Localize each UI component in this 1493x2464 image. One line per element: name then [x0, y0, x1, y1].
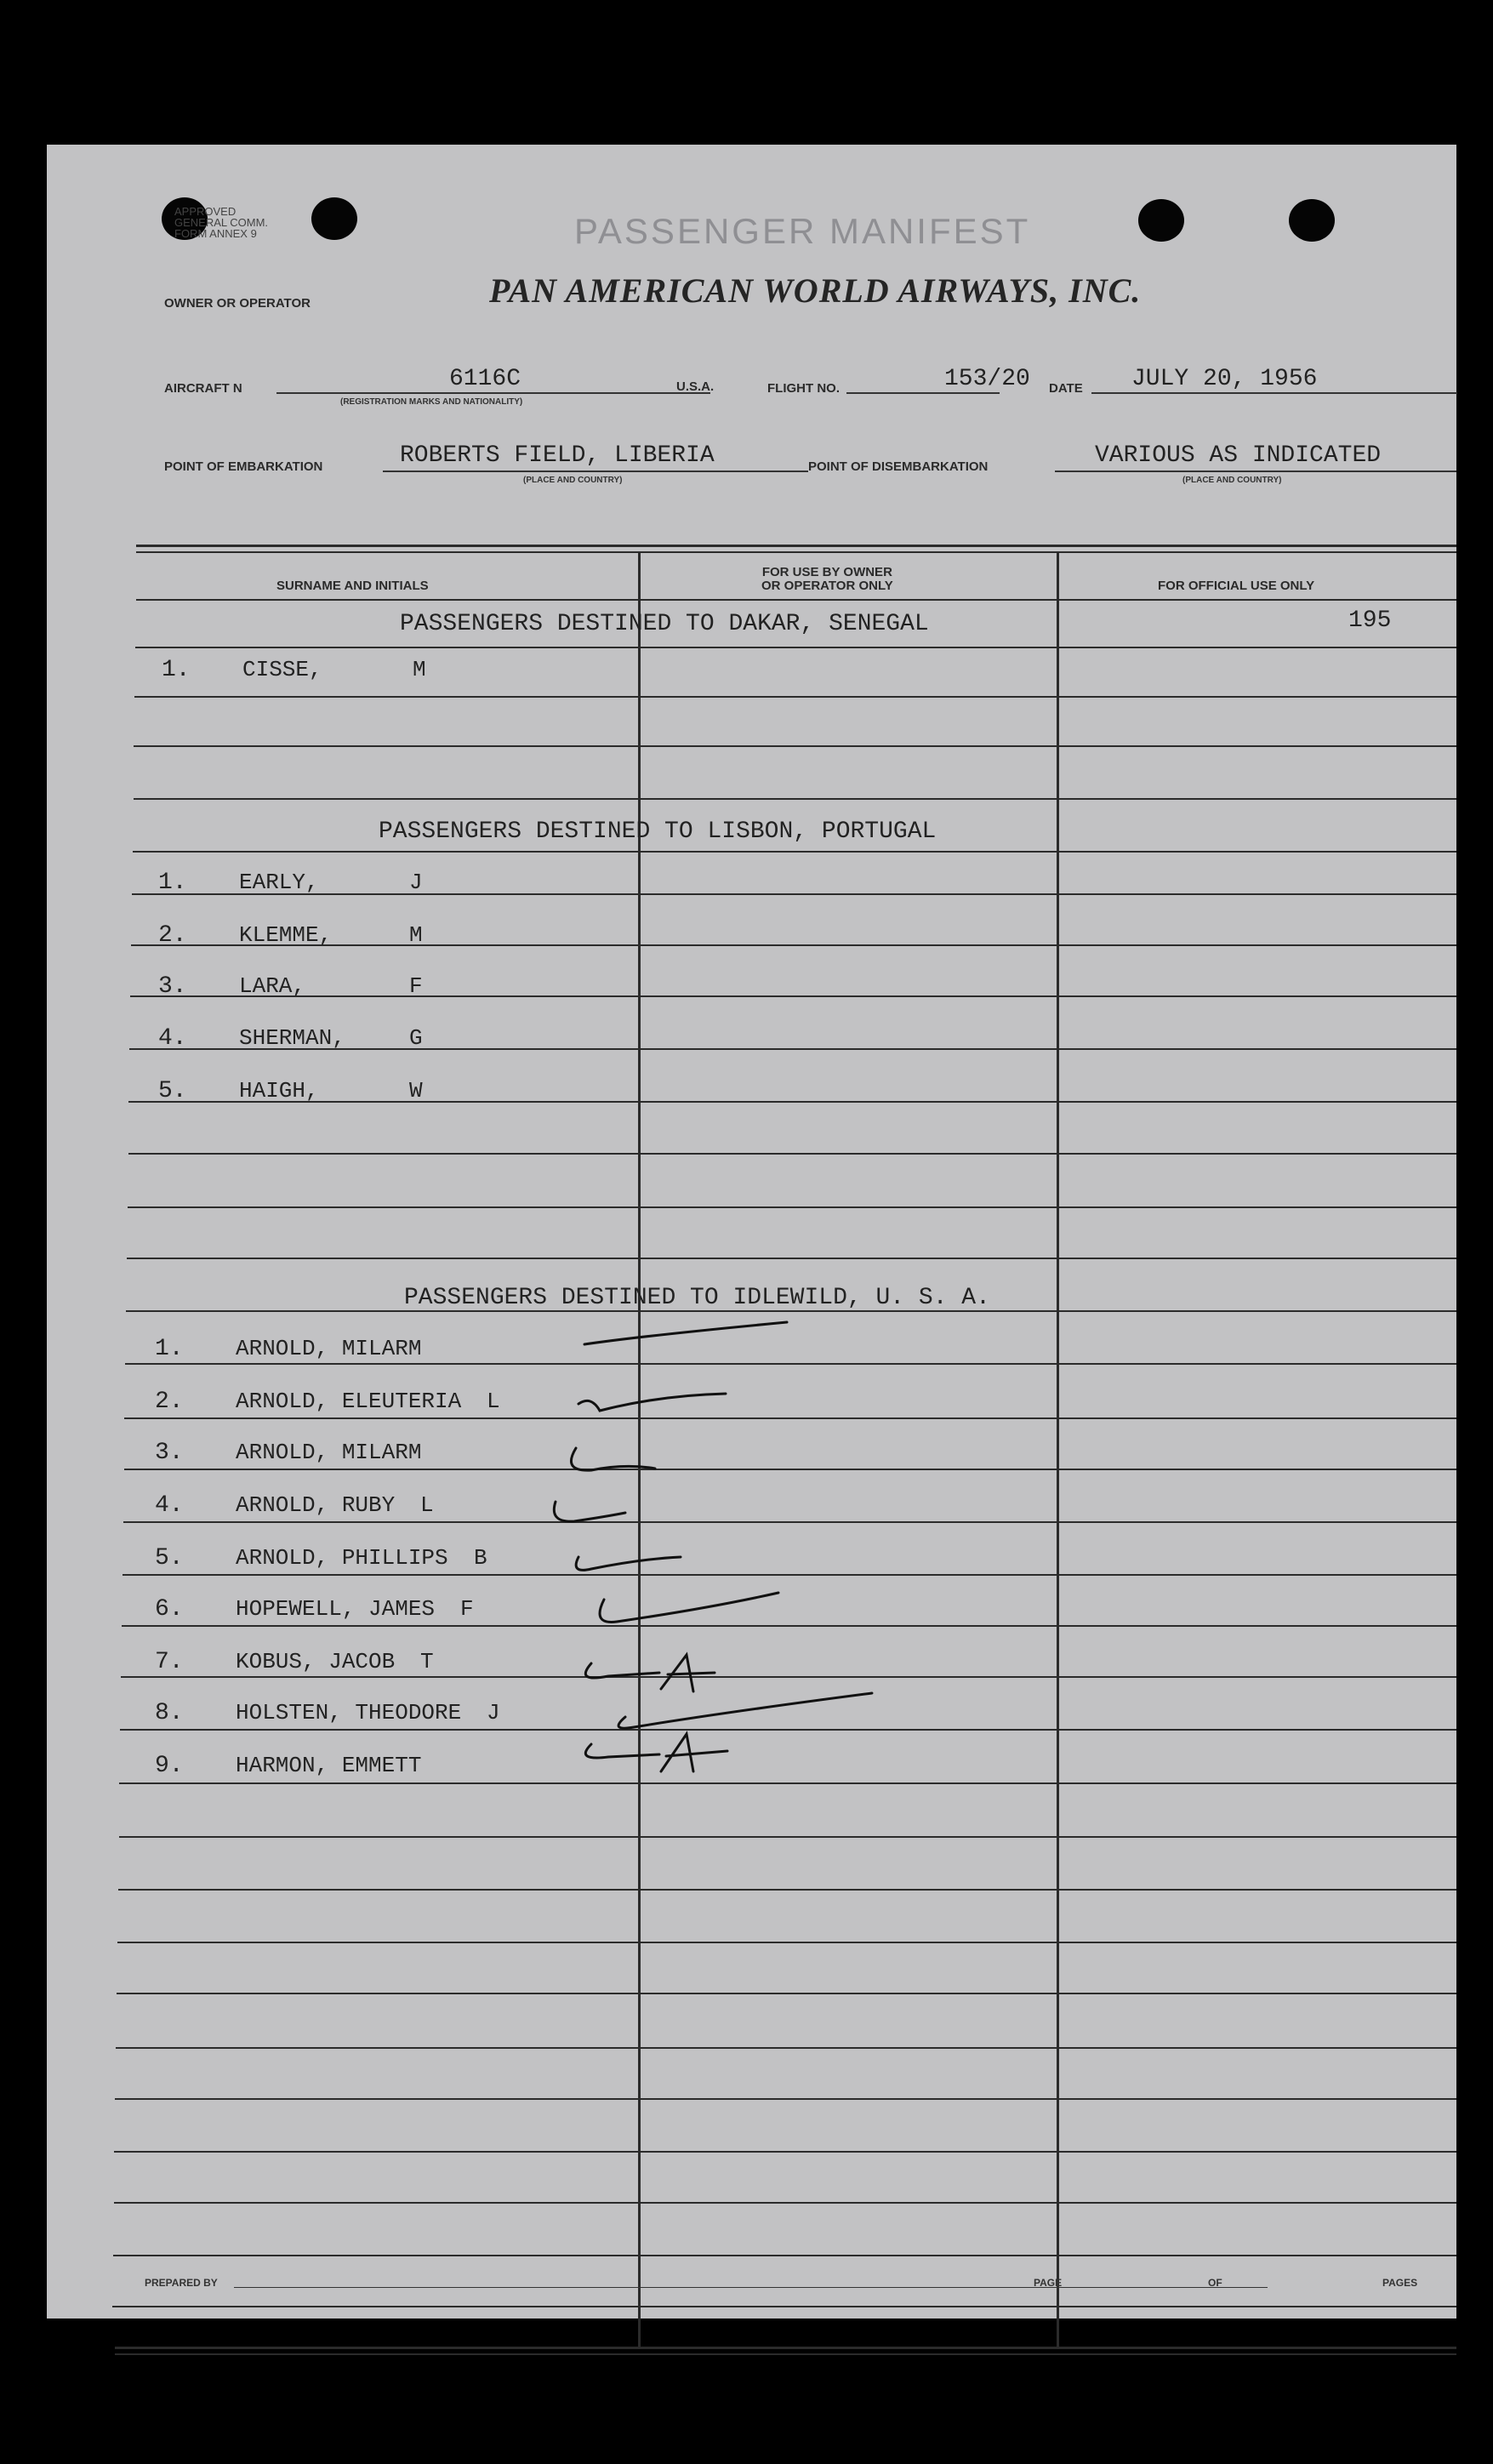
passenger-initial: F — [460, 1596, 474, 1622]
passenger-number: 2. — [158, 922, 187, 949]
passenger-number: 1. — [155, 1336, 184, 1362]
embark-caption: (PLACE AND COUNTRY) — [523, 476, 623, 485]
section-heading: PASSENGERS DESTINED TO LISBON, PORTUGAL — [379, 818, 937, 845]
passenger-name: CISSE, — [242, 657, 322, 682]
check-mark — [576, 1557, 681, 1570]
passenger-name: ARNOLD, MILARM — [236, 1336, 422, 1361]
check-mark — [585, 1744, 659, 1758]
passenger-number: 6. — [155, 1596, 184, 1623]
passenger-number: 3. — [158, 973, 187, 1000]
passenger-number: 3. — [155, 1440, 184, 1466]
prepared-by-label: PREPARED BY — [145, 2277, 218, 2289]
aircraft-label: AIRCRAFT N — [164, 381, 242, 396]
disembark-caption: (PLACE AND COUNTRY) — [1182, 476, 1282, 485]
passenger-name: ARNOLD, PHILLIPS — [236, 1545, 448, 1571]
date-value: JULY 20, 1956 — [1131, 366, 1318, 392]
passenger-initial: J — [487, 1700, 500, 1725]
check-mark — [584, 1322, 787, 1344]
passenger-number: 1. — [162, 657, 191, 683]
passenger-name: ARNOLD, MILARM — [236, 1440, 422, 1465]
stamp-line: GENERAL COMM. — [174, 216, 269, 229]
check-mark — [554, 1502, 625, 1521]
usa-label: U.S.A. — [676, 379, 715, 394]
column-header-official: FOR OFFICIAL USE ONLY — [1158, 579, 1315, 593]
passenger-initial: L — [487, 1389, 500, 1414]
passenger-number: 2. — [155, 1389, 184, 1415]
passenger-name: ARNOLD, ELEUTERIA — [236, 1389, 462, 1414]
check-mark — [578, 1394, 726, 1411]
passenger-initial: L — [420, 1492, 434, 1518]
official-number: 195 — [1348, 607, 1392, 634]
passenger-number: 4. — [158, 1025, 187, 1052]
check-mark — [618, 1693, 872, 1728]
column-header-surname: SURNAME AND INITIALS — [276, 579, 429, 593]
passenger-initial: M — [413, 657, 426, 682]
owner-use-line: OR OPERATOR ONLY — [761, 579, 893, 593]
check-mark — [600, 1593, 778, 1622]
embark-value: ROBERTS FIELD, LIBERIA — [400, 442, 715, 469]
flight-value: 153/20 — [944, 366, 1030, 392]
form-title: PASSENGER MANIFEST — [574, 211, 1031, 251]
section-heading: PASSENGERS DESTINED TO IDLEWILD, U. S. A. — [404, 1285, 990, 1311]
page-label: PAGE — [1034, 2277, 1063, 2289]
passenger-number: 4. — [155, 1492, 184, 1519]
check-letter-a — [661, 1734, 727, 1771]
disembark-label: POINT OF DISEMBARKATION — [808, 459, 989, 474]
stamp-line: FORM ANNEX 9 — [174, 227, 257, 240]
passenger-number: 7. — [155, 1649, 184, 1675]
passenger-name: HARMON, EMMETT — [236, 1753, 422, 1778]
manifest-sheet — [47, 145, 1456, 2319]
stamp-line: APPROVED — [174, 205, 236, 218]
passenger-name: ARNOLD, RUBY — [236, 1492, 396, 1518]
passenger-name: LARA, — [239, 973, 306, 999]
passenger-name: HOPEWELL, JAMES — [236, 1596, 436, 1622]
passenger-initial: F — [409, 973, 423, 999]
passenger-name: EARLY, — [239, 870, 319, 895]
pages-label: PAGES — [1382, 2277, 1418, 2289]
of-label: OF — [1208, 2277, 1222, 2289]
check-mark — [571, 1448, 655, 1470]
passenger-name: KOBUS, JACOB — [236, 1649, 396, 1674]
passenger-initial: B — [474, 1545, 487, 1571]
registration-caption: (REGISTRATION MARKS AND NATIONALITY) — [340, 397, 523, 407]
passenger-name: HOLSTEN, THEODORE — [236, 1700, 462, 1725]
passenger-number: 5. — [155, 1545, 184, 1571]
owner-label: OWNER OR OPERATOR — [164, 296, 311, 311]
embark-label: POINT OF EMBARKATION — [164, 459, 323, 474]
passenger-initial: M — [409, 922, 423, 948]
passenger-initial: W — [409, 1078, 423, 1104]
airline-name: PAN AMERICAN WORLD AIRWAYS, INC. — [489, 271, 1142, 310]
passenger-number: 1. — [158, 870, 187, 896]
passenger-number: 5. — [158, 1078, 187, 1104]
passenger-initial: T — [420, 1649, 434, 1674]
disembark-value: VARIOUS AS INDICATED — [1095, 442, 1382, 469]
passenger-name: SHERMAN, — [239, 1025, 345, 1051]
table-bottom-rule — [115, 2353, 1456, 2355]
table-bottom-rule — [115, 2347, 1456, 2349]
passenger-name: HAIGH, — [239, 1078, 319, 1104]
passenger-name: KLEMME, — [239, 922, 333, 948]
flight-label: FLIGHT NO. — [767, 381, 840, 396]
passenger-initial: J — [409, 870, 423, 895]
passenger-number: 9. — [155, 1753, 184, 1779]
passenger-number: 8. — [155, 1700, 184, 1726]
passenger-initial: G — [409, 1025, 423, 1051]
aircraft-value: 6116C — [449, 366, 521, 392]
check-letter-a — [661, 1655, 715, 1691]
check-mark — [585, 1663, 659, 1678]
section-heading: PASSENGERS DESTINED TO DAKAR, SENEGAL — [400, 611, 929, 637]
owner-use-line: FOR USE BY OWNER — [761, 565, 892, 579]
handwritten-checkmarks — [47, 145, 1456, 2319]
date-label: DATE — [1049, 381, 1083, 396]
